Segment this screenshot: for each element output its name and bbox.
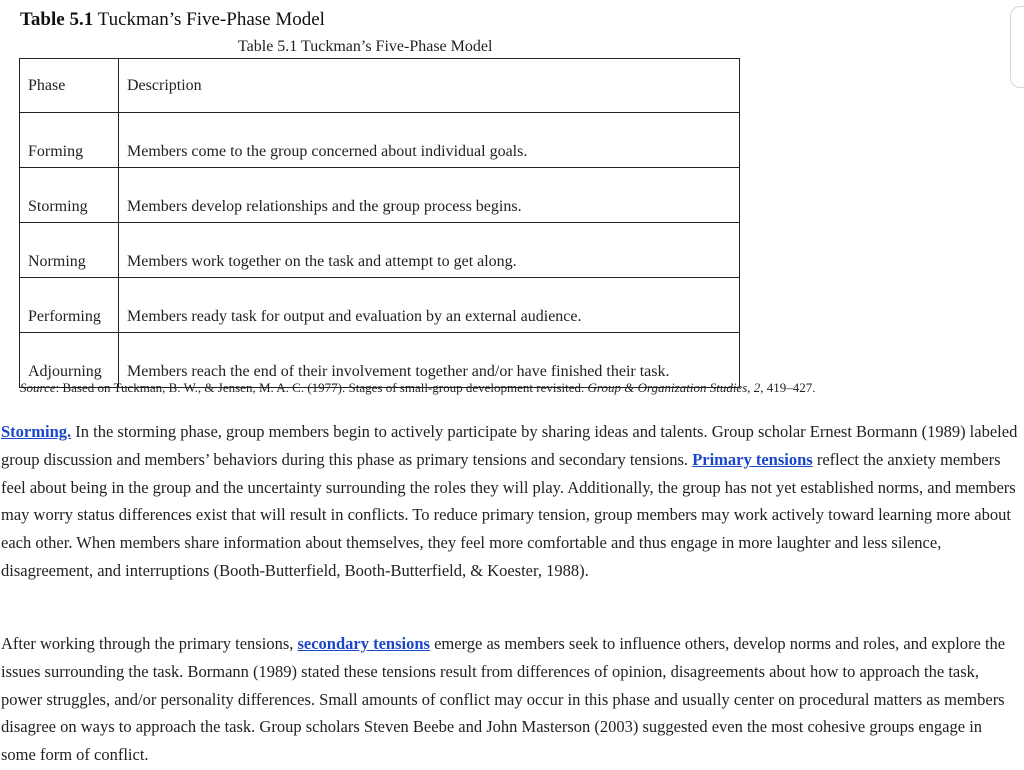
table-title: Tuckman’s Five-Phase Model (97, 9, 325, 30)
description-cell: Members ready task for output and evaluation by an external audience. (119, 278, 740, 333)
description-cell: Members work together on the task and attempt to get along. (119, 223, 740, 278)
phase-cell: Performing (20, 278, 119, 333)
paragraph-text: emerge as members seek to influence others, develop norms and roles, and explore the issues surrounding the task. Bormann (1989) stated these tensions result from differences of opinion, disagreements about how to approach the task, power struggles, and/or personality differences. Small amounts of conflict may occur in this phase and usually center on procedural matters as members disagree on ways to approach the task. Group scholars Steven Beebe and John Masterson (2003) suggested even the most cohesive groups engage in some form of conflict. (1, 634, 1006, 765)
source-label: Source (20, 380, 56, 395)
table-row (20, 278, 740, 333)
description-cell: Members develop relationships and the group process begins. (119, 168, 740, 223)
table-row (20, 223, 740, 278)
table-header-row (20, 59, 740, 113)
table-row (20, 168, 740, 223)
description-cell: Members reach the end of their involvement together and/or have finished their task. (119, 333, 740, 388)
paragraph-text: After working through the primary tensions, (1, 634, 298, 653)
source-pages: , 419–427. (760, 380, 816, 395)
table-caption: Table 5.1 Tuckman’s Five-Phase Model (238, 38, 493, 55)
description-cell: Members come to the group concerned about individual goals. (119, 113, 740, 168)
source-journal: Group & Organization Studies, 2 (587, 380, 761, 395)
paragraph-storming (1, 418, 1019, 585)
phase-table (19, 58, 740, 388)
phase-cell: Adjourning (20, 333, 119, 388)
side-panel-tab[interactable] (1010, 6, 1024, 88)
table-row (20, 113, 740, 168)
paragraph-secondary-tensions (1, 630, 1019, 769)
phase-cell: Storming (20, 168, 119, 223)
table-source (20, 380, 816, 396)
paragraph-text: In the storming phase, group members begin to actively participate by sharing ideas and talents. Group scholar Ernest Bormann (1989) labeled group discussion and members’ behaviors during this phase as primary tensions and secondary tensions. (1, 422, 1018, 469)
phase-cell: Forming (20, 113, 119, 168)
primary-tensions-link[interactable]: Primary tensions (692, 449, 813, 469)
header-phase: Phase (20, 59, 119, 113)
table-heading (20, 9, 325, 31)
paragraph-text: reflect the anxiety members feel about being in the group and the uncertainty surrounding the roles they will play. Additionally, the group has not yet established norms, and members may worry status differences exist that will result in conflicts. To reduce primary tension, group members may work actively toward learning more about each other. When members share information about themselves, they feel more comfortable and thus engage in more laughter and less silence, disagreement, and interruptions (Booth-Butterfield, Booth-Butterfield, & Koester, 1988). (1, 449, 1016, 580)
source-text: : Based on Tuckman, B. W., & Jensen, M. A. C. (1977). Stages of small-group development revisited. (55, 380, 588, 395)
header-description: Description (119, 59, 740, 113)
phase-cell: Norming (20, 223, 119, 278)
secondary-tensions-link[interactable]: secondary tensions (297, 634, 430, 653)
storming-link[interactable]: Storming. (1, 422, 72, 441)
table-number: Table 5.1 (20, 9, 94, 30)
